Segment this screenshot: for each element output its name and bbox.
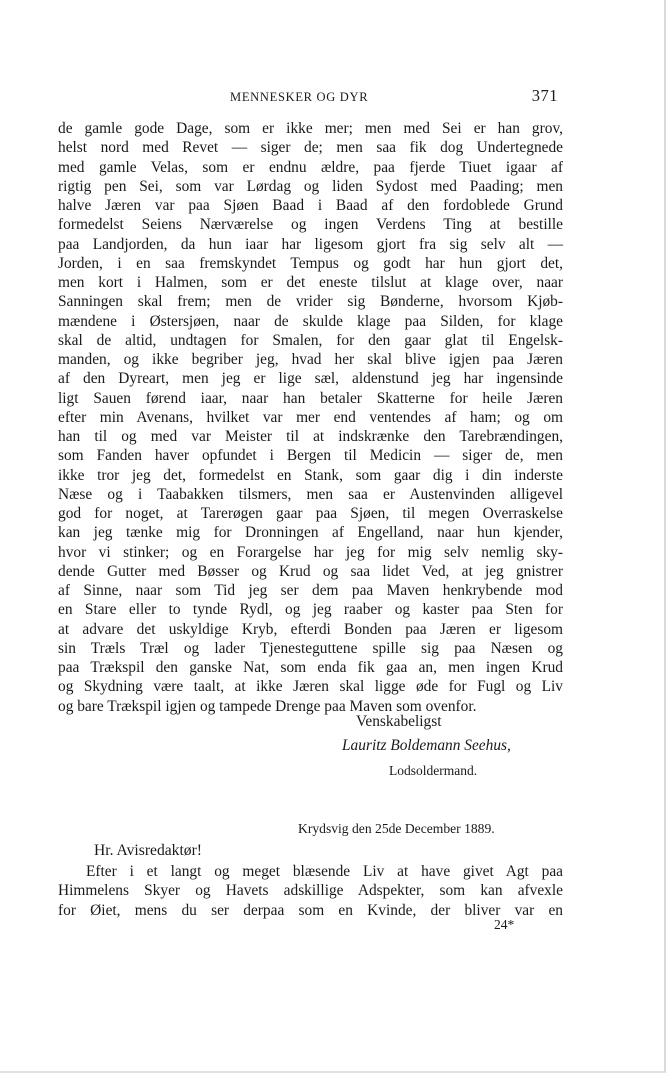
- text-line: Sanningen skal frem; men de vrider sig Bønderne, hvorsom Kjøb-: [58, 293, 563, 311]
- letter-greeting: Hr. Avisredaktør!: [94, 842, 202, 859]
- text-line: mændene i Østersjøen, naar de skulde klage paa Silden, for klage: [58, 312, 563, 330]
- text-line: Efter i et langt og meget blæsende Liv at have givet Agt paa: [86, 863, 563, 880]
- text-line: kan jeg tænke mig for Dronningen af Engelland, naar hun kjender,: [58, 524, 563, 542]
- text-line: at advare det uskyldige Kryb, efterdi Bonden paa Jæren er ligesom: [58, 620, 563, 638]
- text-line: god for noget, at Tarerøgen gaar paa Sjøen, til megen Overraskelse: [58, 505, 563, 522]
- text-line: paa Trækspil den ganske Nat, som enda fik gaa an, men ingen Krud: [58, 659, 563, 676]
- text-line: han til og med var Meister til at indskrænke den Tarebrændingen,: [58, 428, 563, 445]
- page-number: 371: [531, 86, 558, 105]
- text-line: Jorden, i en saa fremskyndet Tempus og godt har hun gjort det,: [58, 254, 563, 272]
- text-line: af Sinne, naar som Tid jeg ser dem paa Maven henkrybende mod: [58, 582, 563, 599]
- text-line: hvor vi stinker; og en Forargelse har jeg for mig selv nemlig sky-: [58, 543, 563, 561]
- text-line: og bare Trækspil igjen og tampede Drenge paa Maven som ovenfor.: [58, 697, 477, 715]
- signature-name: Lauritz Boldemann Seehus,: [342, 737, 511, 754]
- signature-salutation: Venskabeligst: [356, 713, 442, 730]
- text-line: for Øiet, mens du ser derpaa som en Kvinde, der bliver var en: [58, 901, 563, 919]
- text-line: skal de altid, undtagen for Smalen, for den gaar glat til Engelsk-: [58, 331, 563, 349]
- letter-body: [58, 119, 563, 716]
- text-line: men kort i Halmen, som er det eneste tilslut at klage over, naar: [58, 274, 563, 291]
- text-line: formedelst Seiens Nærværelse og ingen Verdens Ting at bestille: [58, 216, 563, 234]
- text-line: af den Dyreart, men jeg er lige sæl, aldenstund jeg har ingensinde: [58, 370, 563, 388]
- text-line: rigtig pen Sei, som var Lørdag og liden Sydost med Paading; men: [58, 177, 563, 195]
- text-line: en Stare eller to tynde Rydl, og jeg raaber og kaster paa Sten for: [58, 601, 563, 619]
- text-line: ligt Sauen førend iaar, naar han betaler Skatterne for heile Jæren: [58, 389, 563, 407]
- page-header: [58, 88, 558, 110]
- text-line: og Skydning være taalt, at ikke Jæren skal ligge øde for Fugl og Liv: [58, 678, 563, 696]
- text-line: manden, og ikke begriber jeg, hvad her skal blive igjen paa Jæren: [58, 351, 563, 368]
- text-line: paa Landjorden, da hun iaar har ligesom gjort fra sig selv alt —: [58, 235, 563, 253]
- signature-title: Lodsoldermand.: [389, 763, 478, 778]
- text-line: efter min Avenans, hvilket var mer end ventendes af ham; og om: [58, 408, 563, 426]
- letter-dateline: Krydsvig den 25de December 1889.: [298, 821, 495, 836]
- second-letter-body: [58, 862, 563, 920]
- text-line: helst nord med Revet — siger de; men saa fik dog Undertegnede: [58, 139, 563, 157]
- text-line: de gamle gode Dage, som er ikke mer; men med Sei er han grov,: [58, 120, 563, 137]
- text-line: ikke tror jeg det, formedelst en Stank, som gaar dig i din inderste: [58, 466, 563, 484]
- text-line: dende Gutter med Bøsser og Krud og saa lidet Ved, at jeg gnistrer: [58, 562, 563, 580]
- text-line: halve Jæren var paa Sjøen Baad i Baad af den fordoblede Grund: [58, 197, 563, 214]
- text-line: Næse og i Taabakken tilsmers, men saa er Austenvinden alligevel: [58, 485, 563, 503]
- text-line: med gamle Velas, som er endnu ældre, paa fjerde Tiuet igaar af: [58, 158, 563, 176]
- text-line: sin Træls Træl og lader Tjenesteguttene spille sig paa Næsen og: [58, 639, 563, 657]
- running-head: MENNESKER OG DYR: [230, 90, 369, 104]
- text-line: Himmelens Skyer og Havets adskillige Adspekter, som kan afvexle: [58, 882, 563, 900]
- printer-signature-mark: 24*: [494, 917, 515, 932]
- text-line: som Fanden haver opfundet i Bergen til Medicin — siger de, men: [58, 447, 563, 465]
